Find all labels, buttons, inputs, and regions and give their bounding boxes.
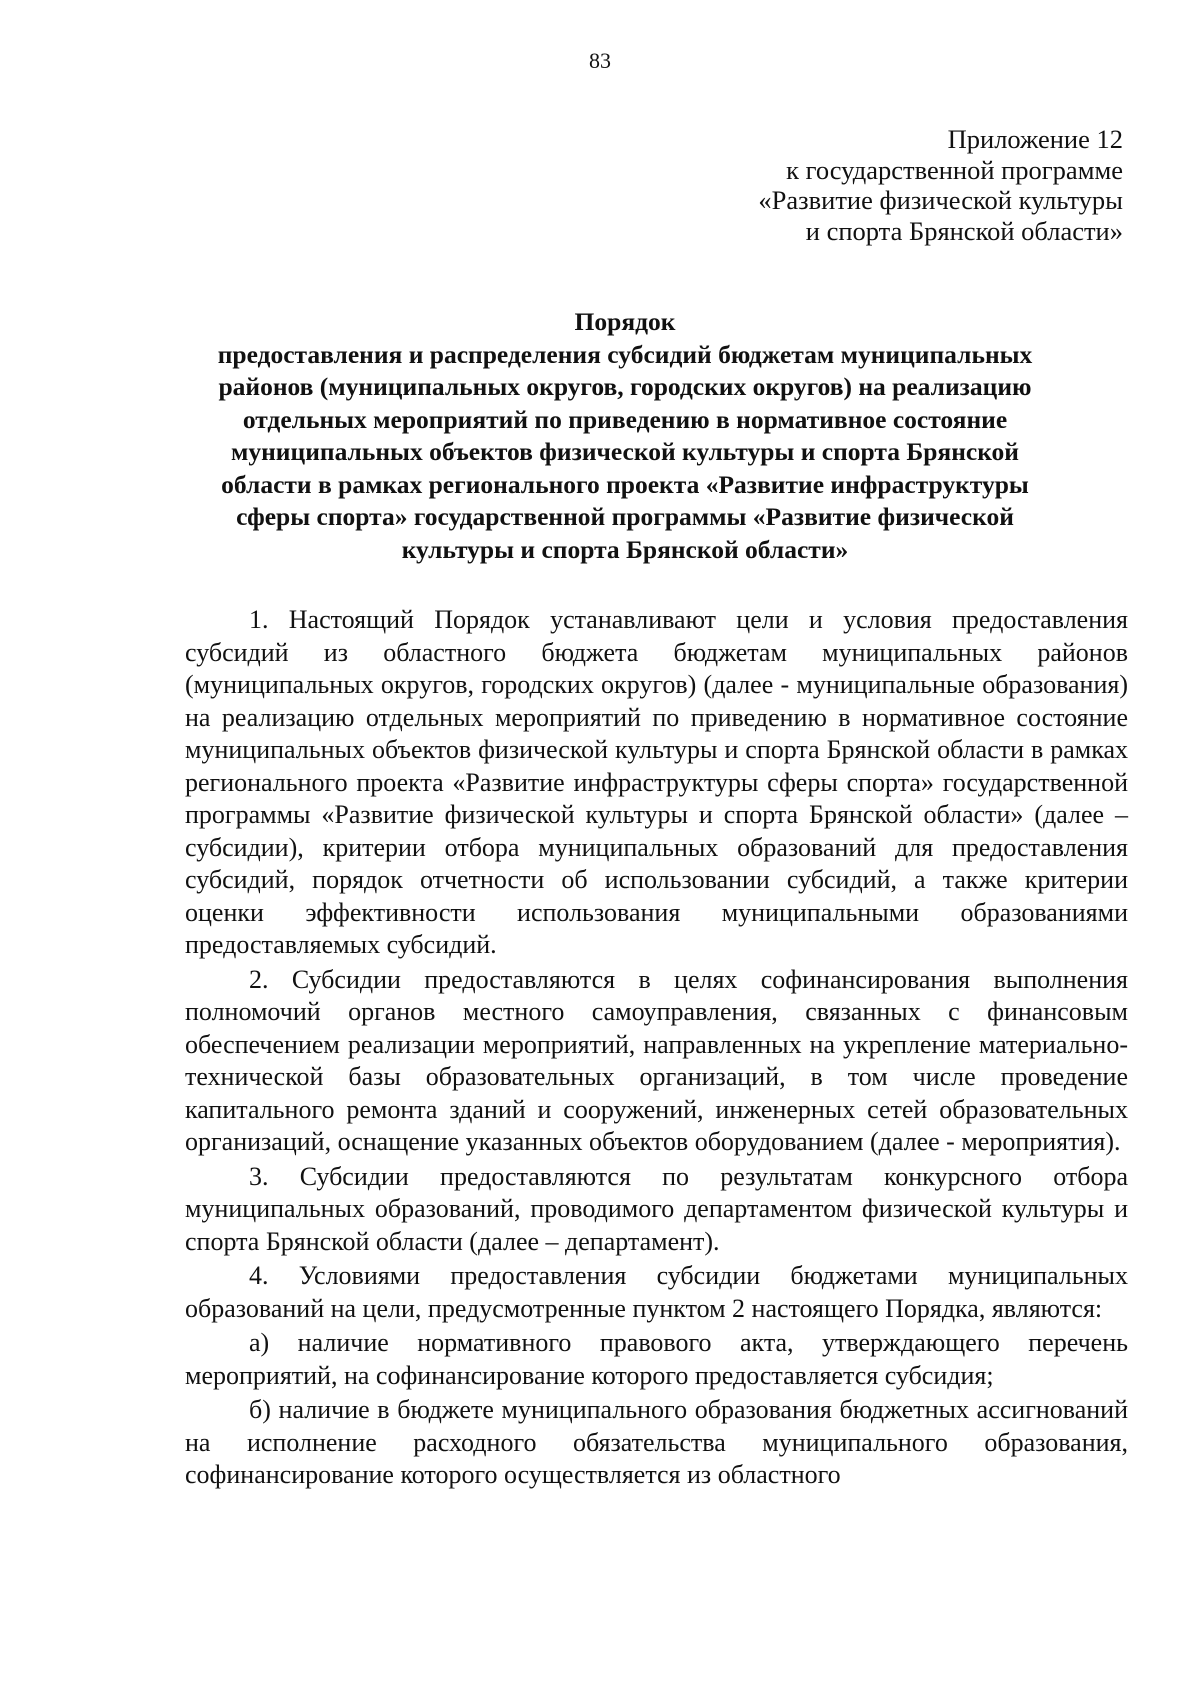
- paragraph-1: 1. Настоящий Порядок устанавливают цели и условия предоставления субсидий из областного бюджета бюджетам муниципальных районов (муниципальных округов, городских округов) (далее - муниципальные образования) на реализацию отдельных мероприятий по приведению в нормативное состояние муниципальных объектов физической культуры и спорта Брянской области в рамках регионального проекта «Развитие инфраструктуры сферы спорта» государственной программы «Развитие физической культуры и спорта Брянской области» (далее – субсидии), критерии отбора муниципальных образований для предоставления субсидий, порядок отчетности об использовании субсидий, а также критерии оценки эффективности использования муниципальными образованиями предоставляемых субсидий.: [185, 605, 1128, 959]
- title-line: муниципальных объектов физической культуры и спорта Брянской: [231, 437, 1019, 466]
- title-line: предоставления и распределения субсидий бюджетам муниципальных: [217, 339, 1033, 369]
- document-title: [150, 306, 1100, 566]
- appendix-line: к государственной программе: [786, 154, 1123, 185]
- appendix-line: «Развитие физической культуры: [758, 185, 1123, 215]
- title-line: сферы спорта» государственной программы «Развитие физической: [236, 502, 1014, 531]
- appendix-reference: [680, 124, 1123, 246]
- title-line: культуры и спорта Брянской области»: [401, 534, 849, 564]
- title-line: районов (муниципальных округов, городских округов) на реализацию: [218, 372, 1032, 401]
- paragraph-2: 2. Субсидии предоставляются в целях софинансирования выполнения полномочий органов местного самоуправления, связанных с финансовым обеспечением реализации мероприятий, направленных на укрепление материально-технической базы образовательных организаций, в том числе проведение капитального ремонта зданий и сооружений, инженерных сетей образовательных организаций, оснащение указанных объектов оборудованием (далее - мероприятия).: [185, 964, 1128, 1156]
- paragraph-4a: а) наличие нормативного правового акта, утверждающего перечень мероприятий, на софинансирование которого предоставляется субсидия;: [185, 1328, 1128, 1390]
- appendix-line: Приложение 12: [947, 124, 1123, 154]
- paragraph-3: 3. Субсидии предоставляются по результатам конкурсного отбора муниципальных образований, проводимого департаментом физической культуры и спорта Брянской области (далее – департамент).: [185, 1161, 1128, 1256]
- paragraph-4: 4. Условиями предоставления субсидии бюджетами муниципальных образований на цели, предусмотренные пунктом 2 настоящего Порядка, являются:: [185, 1261, 1128, 1323]
- title-line: области в рамках регионального проекта «Развитие инфраструктуры: [221, 469, 1029, 499]
- title-line: отдельных мероприятий по приведению в нормативное состояние: [242, 404, 1008, 434]
- page-number: 83: [589, 48, 611, 73]
- title-heading: Порядок: [574, 307, 676, 336]
- document-body: [185, 604, 1128, 1492]
- appendix-line: и спорта Брянской области»: [805, 215, 1123, 246]
- paragraph-4b: б) наличие в бюджете муниципального образования бюджетных ассигнований на исполнение расходного обязательства муниципального образования, софинансирование которого осуществляется из областного: [185, 1395, 1128, 1489]
